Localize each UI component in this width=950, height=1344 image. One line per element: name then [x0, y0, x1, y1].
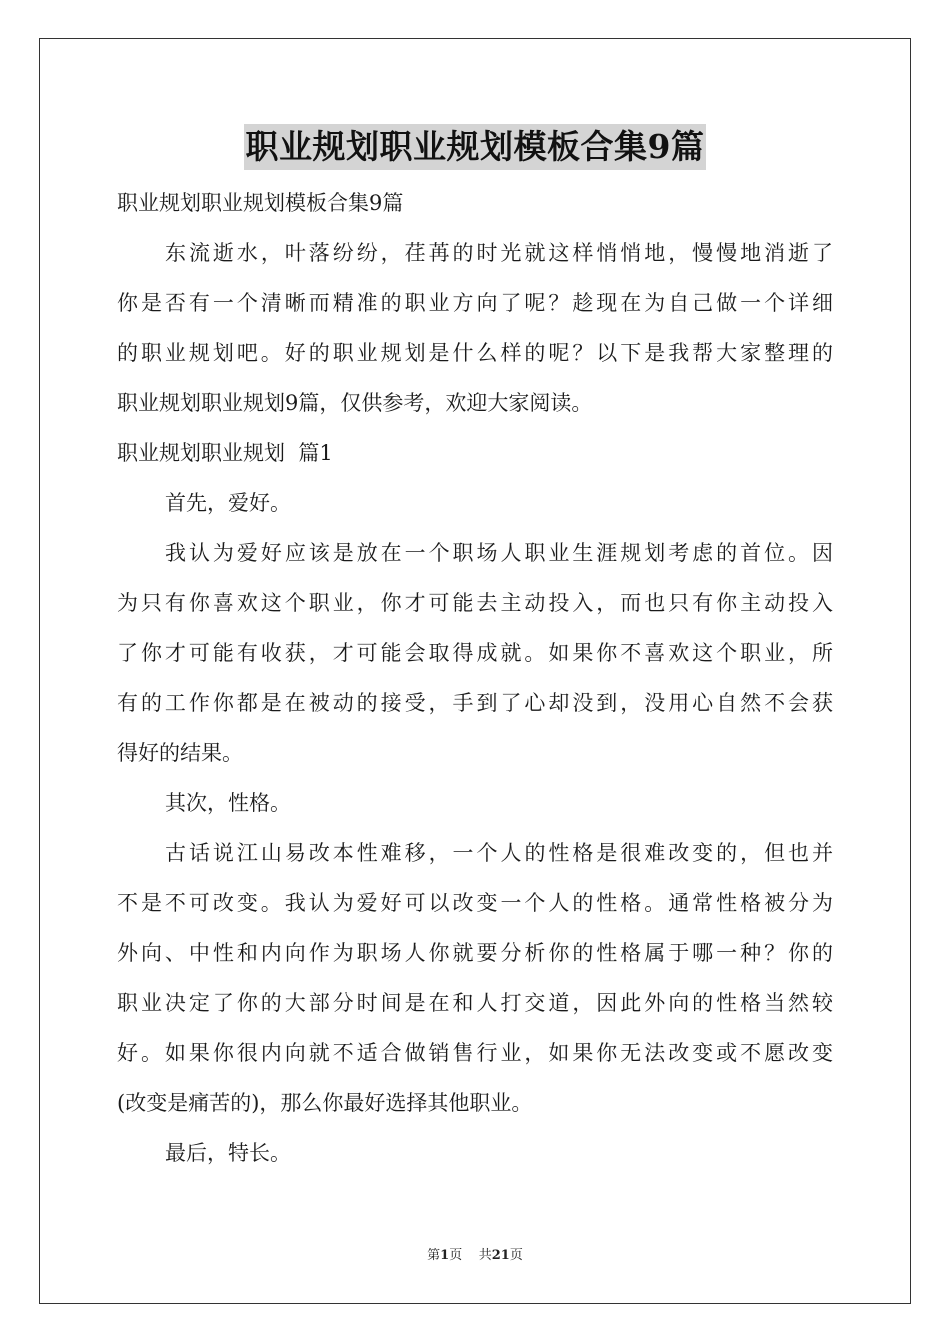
text-line: 不是不可改变。我认为爱好可以改变一个人的性格。通常性格被分为	[117, 891, 833, 915]
footer-page-current: 1	[440, 1248, 450, 1263]
title-block	[0, 124, 950, 170]
text-line: 职业决定了你的大部分时间是在和人打交道，因此外向的性格当然较	[117, 991, 833, 1015]
text-line: 职业规划职业规划模板合集9篇	[117, 191, 404, 215]
text-line: 的职业规划吧。好的职业规划是什么样的呢？以下是我帮大家整理的	[117, 341, 833, 365]
text-line: (改变是痛苦的)，那么你最好选择其他职业。	[117, 1091, 533, 1115]
text-line: 为只有你喜欢这个职业，你才可能去主动投入，而也只有你主动投入	[117, 591, 833, 615]
text-line: 最后，特长。	[165, 1141, 291, 1165]
footer-page-prefix: 第	[427, 1248, 441, 1263]
text-line: 外向、中性和内向作为职场人你就要分析你的性格属于哪一种？你的	[117, 941, 833, 965]
text-line: 职业规划职业规划9篇，仅供参考，欢迎大家阅读。	[117, 391, 593, 415]
text-line: 好。如果你很内向就不适合做销售行业，如果你无法改变或不愿改变	[117, 1041, 833, 1065]
footer-page-total: 21	[491, 1248, 510, 1263]
text-line: 有的工作你都是在被动的接受，手到了心却没到，没用心自然不会获	[117, 691, 833, 715]
text-line: 东流逝水，叶落纷纷，荏苒的时光就这样悄悄地，慢慢地消逝了	[165, 241, 833, 265]
page-footer	[0, 1247, 950, 1265]
text-line: 我认为爱好应该是放在一个职场人职业生涯规划考虑的首位。因	[165, 541, 833, 565]
text-line: 职业规划职业规划 篇1	[117, 441, 333, 465]
footer-page-mid: 页 共	[449, 1248, 492, 1263]
footer-page-suffix: 页	[509, 1248, 523, 1263]
text-line: 首先，爱好。	[165, 491, 291, 515]
text-line: 其次，性格。	[165, 791, 291, 815]
text-line: 你是否有一个清晰而精准的职业方向了呢？趁现在为自己做一个详细	[117, 291, 833, 315]
text-line: 古话说江山易改本性难移，一个人的性格是很难改变的，但也并	[165, 841, 833, 865]
text-line: 得好的结果。	[117, 741, 243, 765]
document-body	[117, 178, 833, 1178]
document-title: 职业规划职业规划模板合集9篇	[244, 124, 707, 170]
text-line: 了你才可能有收获，才可能会取得成就。如果你不喜欢这个职业，所	[117, 641, 833, 665]
